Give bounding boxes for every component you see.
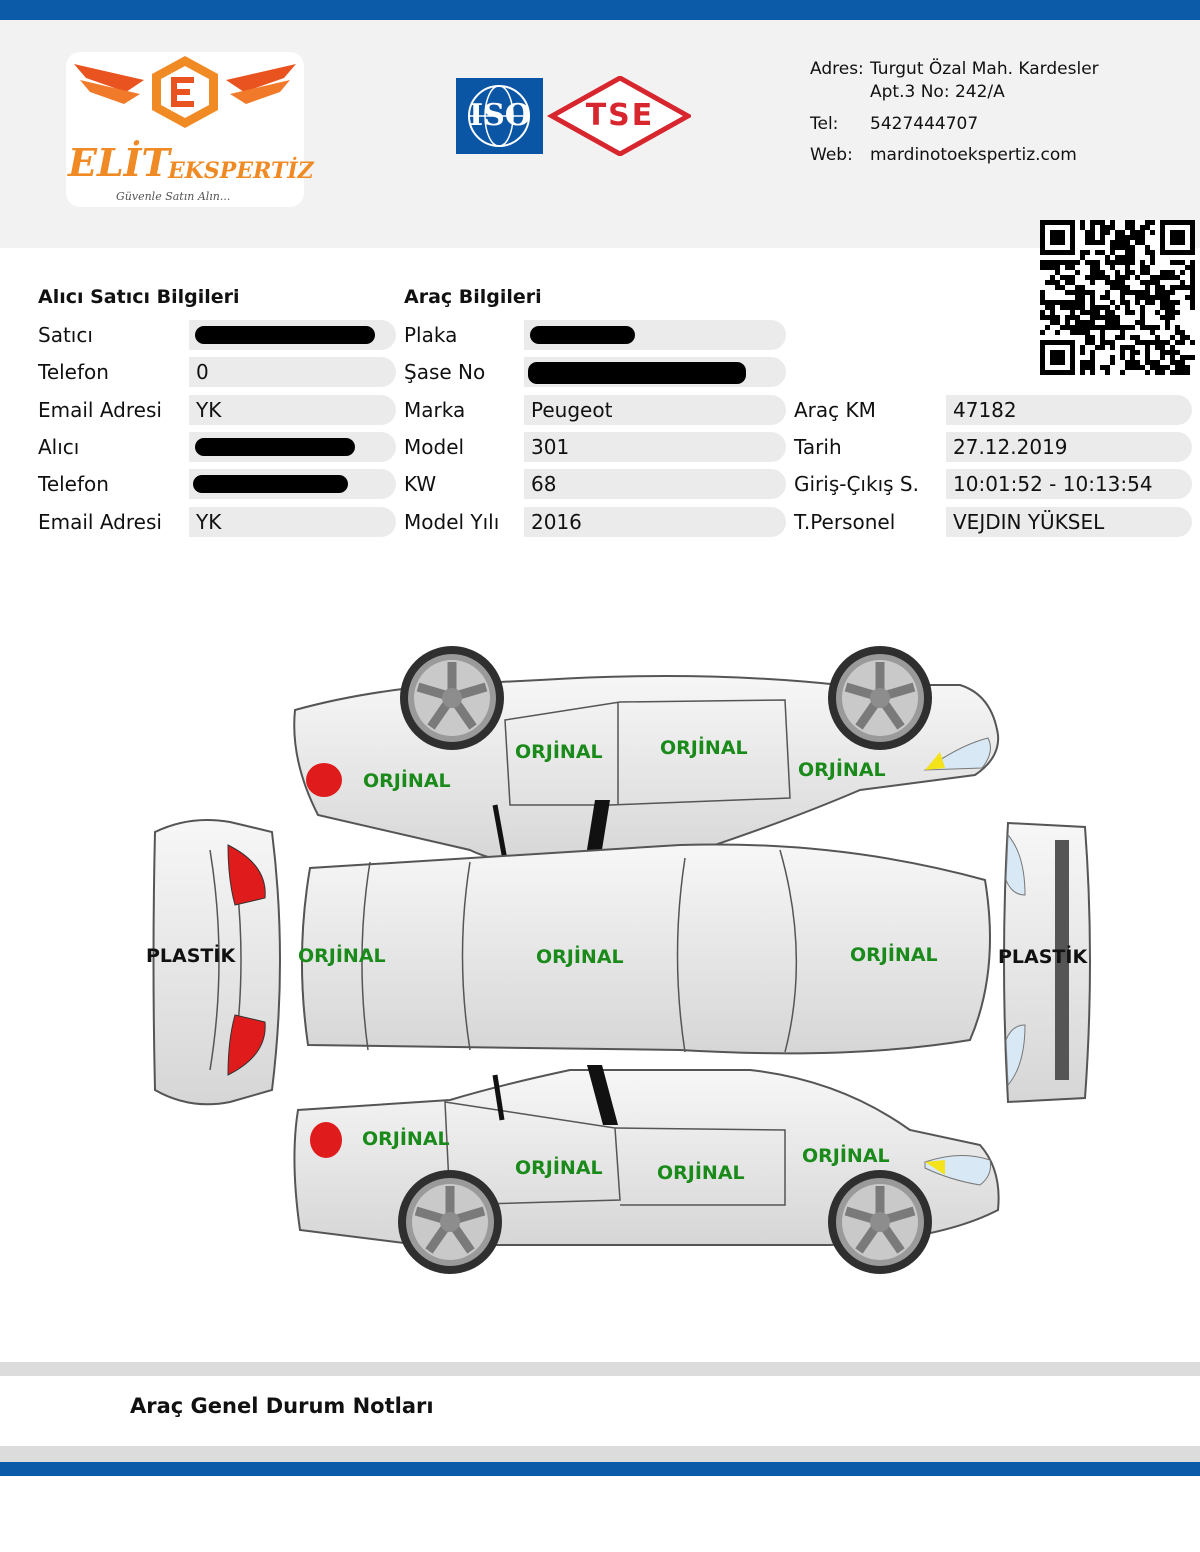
redacted-chassis-no [528, 362, 746, 384]
tel-label: Tel: [810, 114, 839, 134]
seller-phone-label: Telefon [38, 360, 109, 384]
buyer-email-label: Email Adresi [38, 510, 162, 534]
seller-label: Satıcı [38, 323, 93, 347]
tel-value: 5427444707 [870, 114, 979, 134]
address-label: Adres: [810, 59, 864, 79]
notes-top-divider [0, 1362, 1200, 1376]
kw-value: 68 [524, 469, 786, 499]
chassis-label: Şase No [404, 360, 486, 384]
seller-phone-value: 0 [189, 357, 396, 387]
km-label: Araç KM [794, 398, 876, 422]
date-value: 27.12.2019 [946, 432, 1192, 462]
seller-email-label: Email Adresi [38, 398, 162, 422]
redacted-buyer-phone [193, 475, 348, 493]
plate-value [524, 320, 786, 350]
bottom-rear-door-status: ORJİNAL [515, 1157, 603, 1179]
iso-logo: ISO [469, 98, 531, 133]
buyer-value [189, 432, 396, 462]
seller-email-value: YK [189, 395, 396, 425]
car-bottom-side-view [294, 1065, 998, 1274]
logo-brand-sub: EKSPERTİZ [168, 158, 314, 184]
company-logo [66, 52, 314, 207]
qr-code[interactable] [1040, 220, 1195, 375]
top-rear-fender-status: ORJİNAL [363, 770, 451, 792]
chassis-value [524, 357, 786, 387]
vehicle-info-title: Araç Bilgileri [404, 286, 542, 308]
redacted-buyer-name [195, 438, 355, 456]
front-bumper-status: PLASTİK [998, 946, 1088, 968]
logo-tagline: Güvenle Satın Alın... [116, 190, 231, 203]
plate-label: Plaka [404, 323, 458, 347]
bottom-front-door-status: ORJİNAL [657, 1162, 745, 1184]
hood-status: ORJİNAL [850, 944, 938, 966]
model-label: Model [404, 435, 465, 459]
entry-exit-value: 10:01:52 - 10:13:54 [946, 469, 1192, 499]
roof-status: ORJİNAL [536, 946, 624, 968]
personnel-label: T.Personel [794, 510, 896, 534]
certification-logos [456, 76, 691, 156]
bottom-front-fender-status: ORJİNAL [802, 1145, 890, 1167]
notes-bottom-divider [0, 1446, 1200, 1462]
general-notes-title: Araç Genel Durum Notları [130, 1394, 434, 1418]
brand-value: Peugeot [524, 395, 786, 425]
bottom-rear-fender-status: ORJİNAL [362, 1128, 450, 1150]
km-value: 47182 [946, 395, 1192, 425]
brand-label: Marka [404, 398, 466, 422]
buyer-seller-title: Alıcı Satıcı Bilgileri [38, 286, 240, 308]
date-label: Tarih [794, 435, 842, 459]
model-value: 301 [524, 432, 786, 462]
top-rear-door-status: ORJİNAL [515, 741, 603, 763]
logo-brand-main: ELİT [68, 140, 170, 185]
top-front-fender-status: ORJİNAL [798, 759, 886, 781]
kw-label: KW [404, 472, 437, 496]
web-label: Web: [810, 145, 853, 165]
top-front-door-status: ORJİNAL [660, 737, 748, 759]
buyer-label: Alıcı [38, 435, 80, 459]
buyer-phone-label: Telefon [38, 472, 109, 496]
web-link[interactable]: mardinotoekspertiz.com [870, 145, 1077, 165]
redacted-plate [530, 326, 635, 344]
tse-logo: TSE [585, 98, 655, 133]
model-year-value: 2016 [524, 507, 786, 537]
rear-bumper-status: PLASTİK [146, 945, 236, 967]
address-line1: Turgut Özal Mah. Kardesler [870, 59, 1099, 79]
buyer-email-value: YK [189, 507, 396, 537]
model-year-label: Model Yılı [404, 510, 500, 534]
buyer-phone-value [189, 469, 396, 499]
trunk-status: ORJİNAL [298, 945, 386, 967]
bottom-accent-bar [0, 1462, 1200, 1476]
car-damage-diagram [140, 640, 1100, 1290]
address-line2: Apt.3 No: 242/A [870, 82, 1005, 102]
seller-value [189, 320, 396, 350]
top-accent-bar [0, 0, 1200, 20]
personnel-value: VEJDIN YÜKSEL [946, 507, 1192, 537]
car-top-side-view [294, 646, 998, 865]
entry-exit-label: Giriş-Çıkış S. [794, 472, 919, 496]
redacted-seller-name [195, 326, 375, 344]
